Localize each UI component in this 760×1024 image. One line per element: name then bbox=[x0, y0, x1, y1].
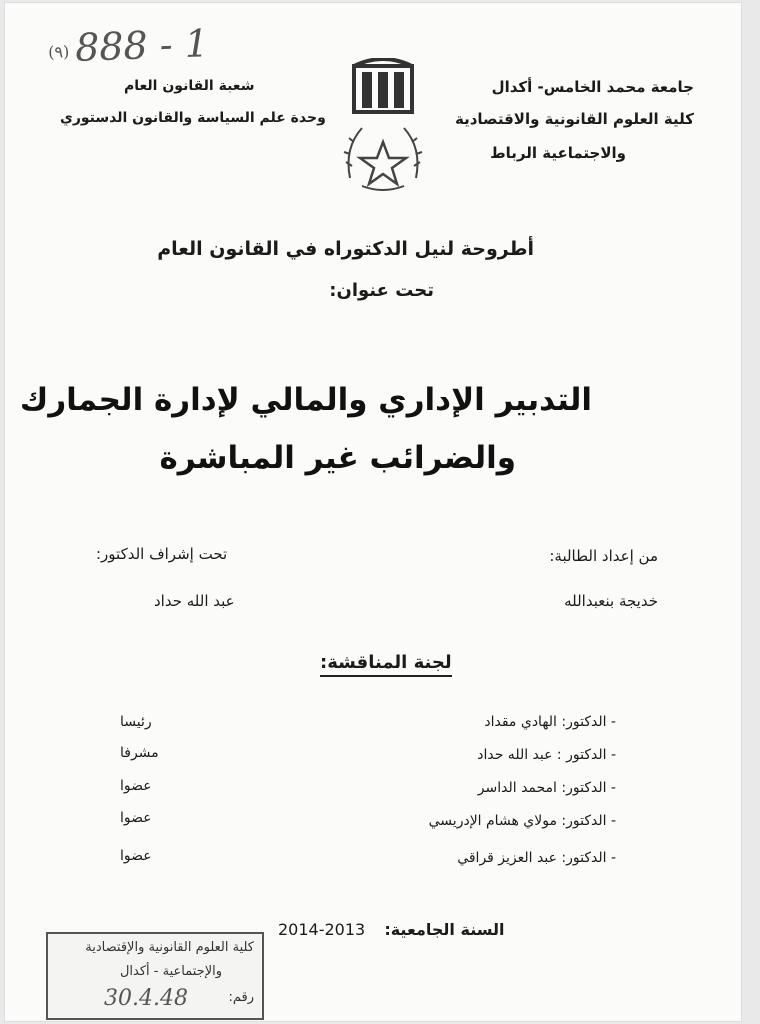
handwritten-reference: (٩) 888 - 1 bbox=[47, 21, 210, 70]
under-title-label: تحت عنوان: bbox=[329, 280, 434, 301]
stamp-line: رقم: bbox=[228, 990, 254, 1005]
preparer-label: من إعداد الطالبة: bbox=[549, 547, 658, 565]
stamp-line: والإجتماعية - أكدال bbox=[119, 964, 222, 979]
committee-member: - الدكتور : عبد الله حداد bbox=[477, 747, 616, 763]
supervisor-name: عبد الله حداد bbox=[154, 592, 235, 610]
thesis-title-line-1: التدبير الإداري والمالي لإدارة الجمارك bbox=[19, 382, 592, 418]
committee-role: عضوا bbox=[120, 848, 152, 864]
committee-member: - الدكتور: الهادي مقداد bbox=[484, 714, 616, 730]
committee-role: عضوا bbox=[120, 778, 152, 794]
committee-member: - الدكتور: مولاي هشام الإدريسي bbox=[428, 813, 616, 829]
stamp-number: 30.4.48 bbox=[104, 986, 188, 1011]
department-name: شعبة القانون العام bbox=[124, 78, 255, 94]
unit-name: وحدة علم السياسة والقانون الدستوري bbox=[60, 110, 326, 126]
university-emblem-icon bbox=[340, 58, 426, 198]
academic-year bbox=[278, 920, 505, 939]
committee-role: عضوا bbox=[120, 810, 152, 826]
document-page bbox=[4, 2, 742, 1022]
committee-heading: لجنة المناقشة: bbox=[320, 652, 452, 677]
preparer-name: خديجة بنعبدالله bbox=[564, 592, 658, 610]
committee-member: - الدكتور: عبد العزيز قراقي bbox=[457, 850, 616, 866]
stamp-line: كلية العلوم القانونية والإقتصادية bbox=[85, 940, 254, 955]
committee-role: مشرفا bbox=[120, 745, 159, 761]
library-stamp bbox=[46, 932, 264, 1020]
academic-year-label: السنة الجامعية: bbox=[384, 920, 505, 939]
committee-role: رئيسا bbox=[120, 714, 152, 730]
faculty-name: كلية العلوم القانونية والاقتصادية bbox=[454, 110, 694, 128]
academic-year-value: 2014-2013 bbox=[278, 920, 366, 939]
thesis-type: أطروحة لنيل الدكتوراه في القانون العام bbox=[157, 238, 534, 260]
committee-member: - الدكتور: امحمد الداسر bbox=[477, 780, 616, 796]
university-name: جامعة محمد الخامس- أكدال bbox=[491, 78, 694, 96]
faculty-name-cont: والاجتماعية الرباط bbox=[490, 144, 626, 162]
supervisor-label: تحت إشراف الدكتور: bbox=[96, 545, 228, 563]
thesis-title-line-2: والضرائب غير المباشرة bbox=[159, 440, 516, 476]
